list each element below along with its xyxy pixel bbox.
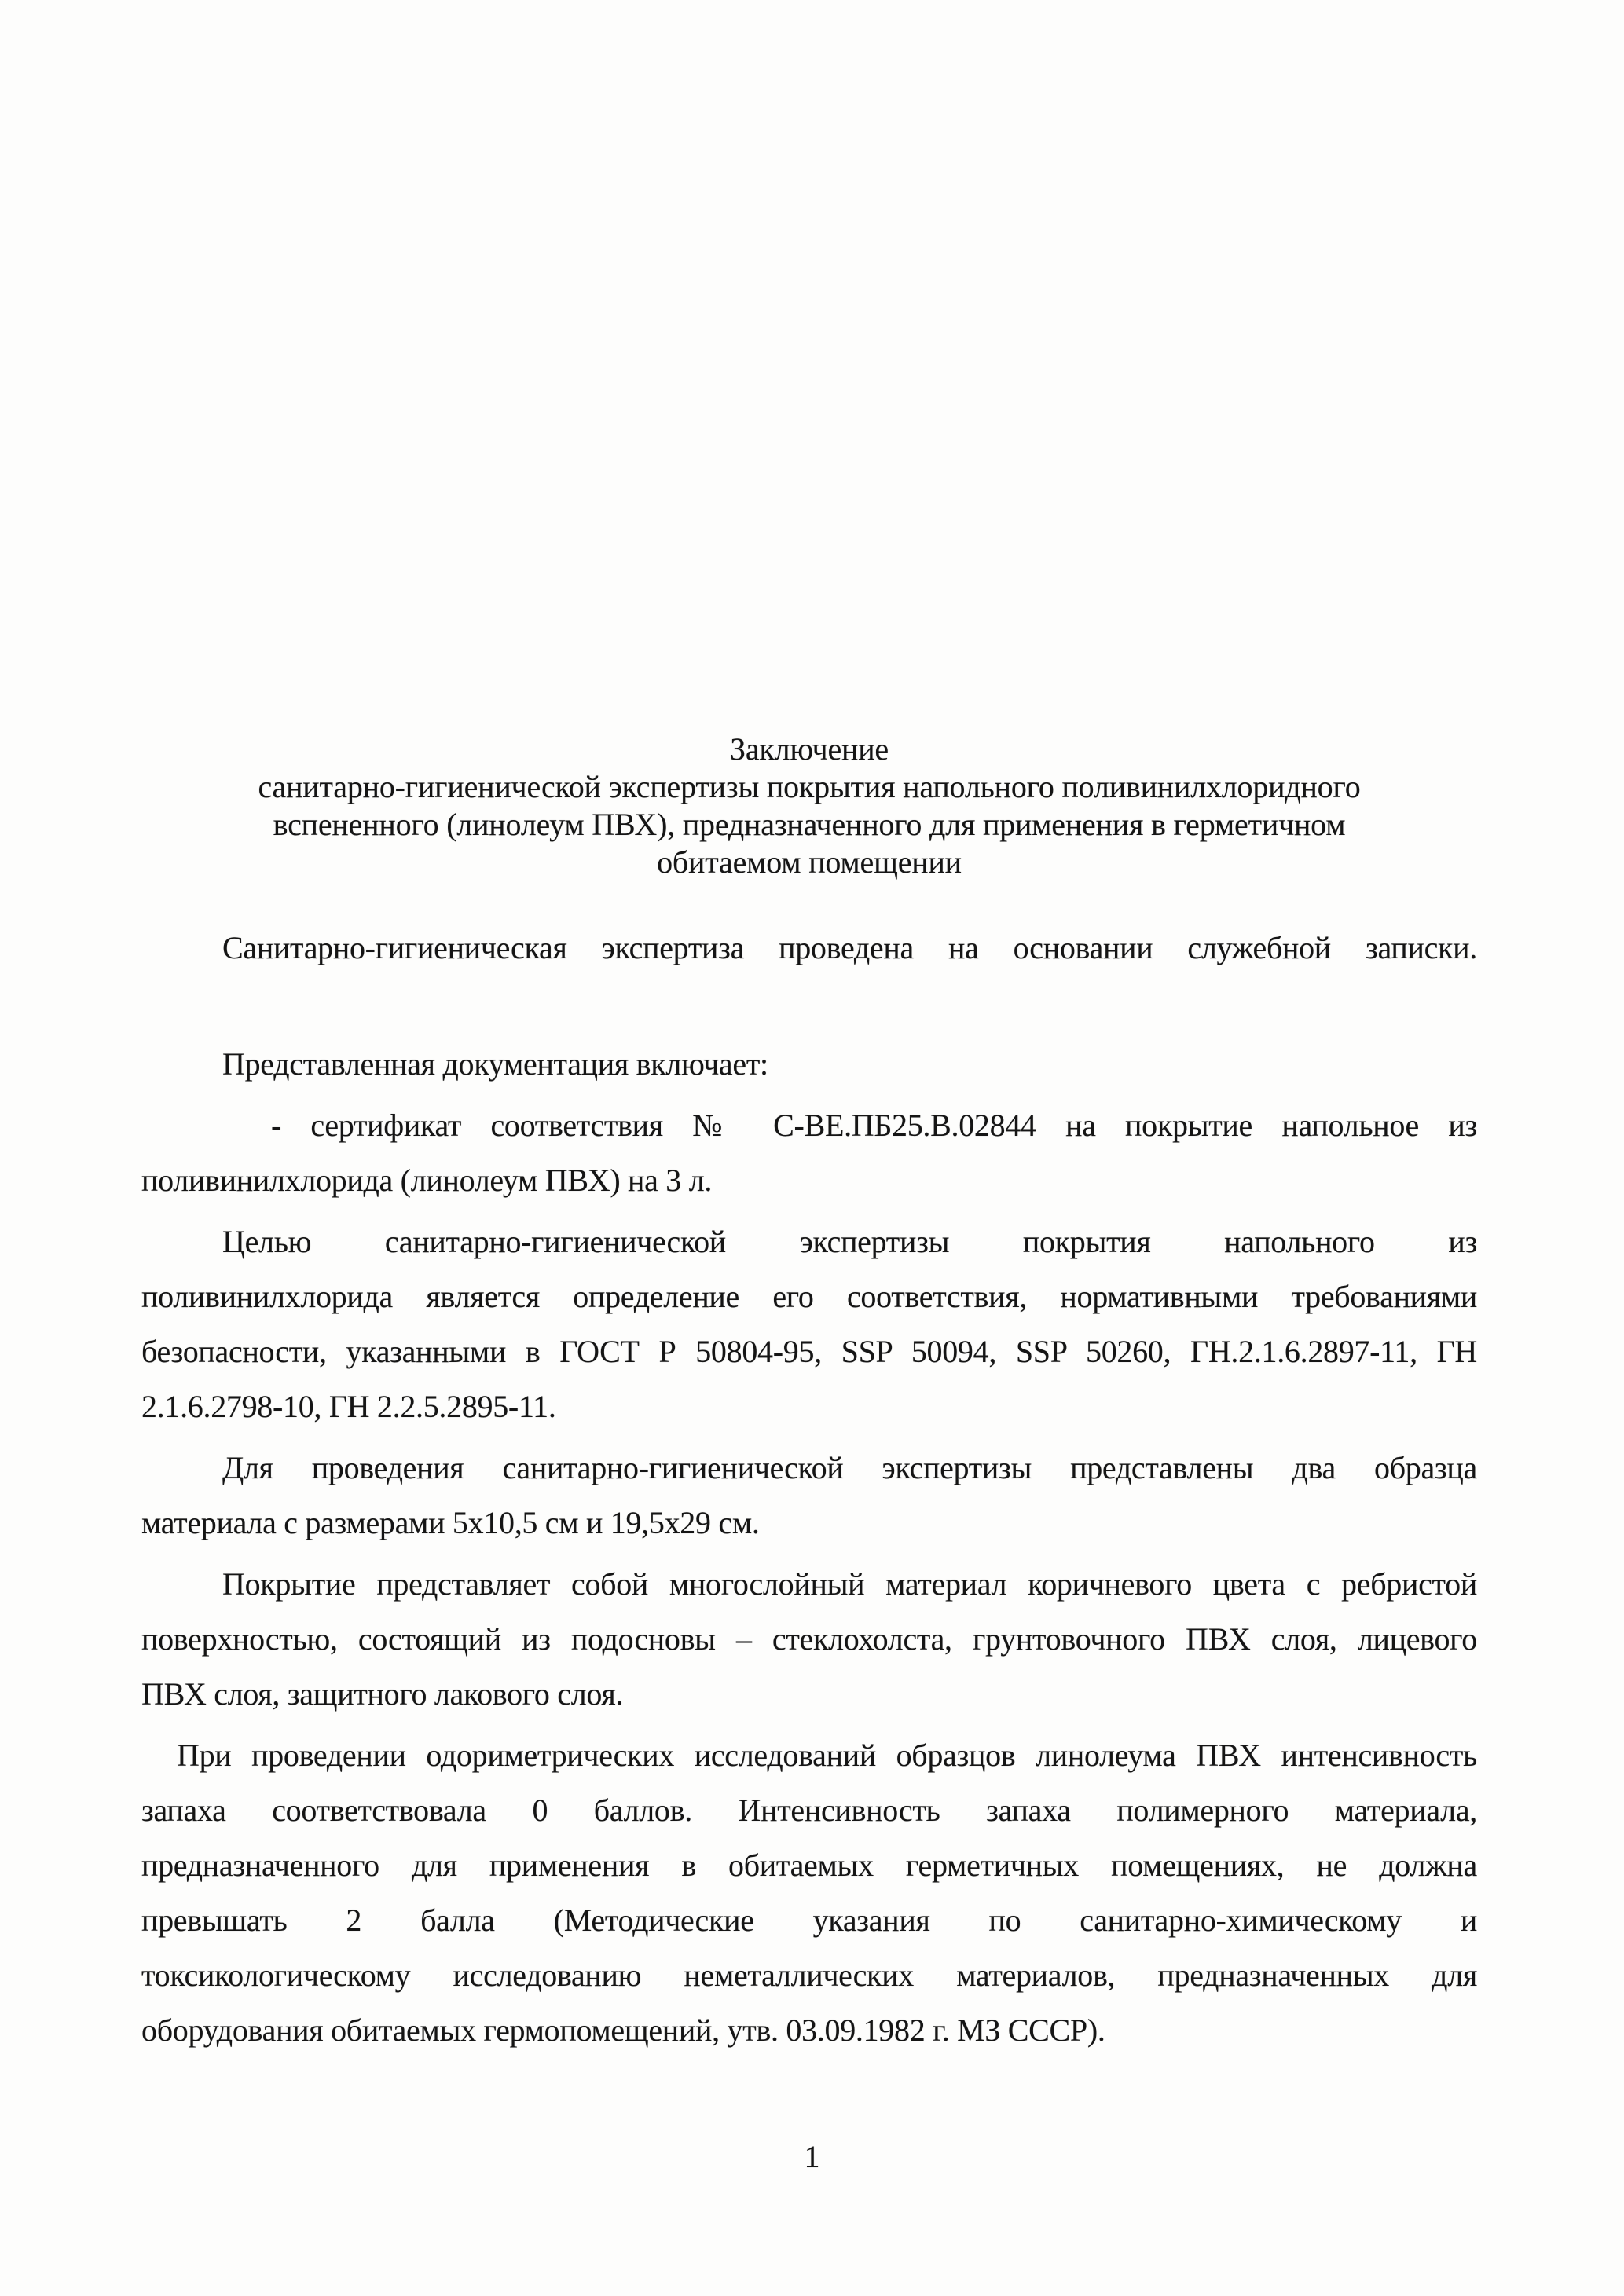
text-line: оборудования обитаемых гермопомещений, утв. 03.09.1982 г. МЗ СССР). [141,2012,1105,2048]
title-line: Заключение [730,731,889,767]
text-line: Для проведения санитарно-гигиенической экспертизы представлены два образца [222,1450,1477,1485]
text-line: Покрытие представляет собой многослойный материал коричневого цвета с ребристой [222,1566,1477,1602]
text-line: Санитарно-гигиеническая экспертиза проведена на основании служебной записки. [222,930,1477,965]
title-line: вспененного (линолеум ПВХ), предназначенного для применения в герметичном [273,807,1346,842]
text-line: - сертификат соответствия № С-ВЕ.ПБ25.В.02844 на покрытие напольное из [271,1108,1477,1143]
text-line: запаха соответствовала 0 баллов. Интенсивность запаха полимерного материала, [141,1792,1477,1828]
paragraph [141,1214,1477,1434]
document-content [141,731,1477,2064]
text-line: Целью санитарно-гигиенической экспертизы покрытия напольного из [222,1224,1477,1259]
text-line: безопасности, указанными в ГОСТ Р 50804-95, SSP 50094, SSP 50260, ГН.2.1.6.2897-11, ГН [141,1334,1477,1369]
page-number: 1 [804,2139,820,2174]
paragraph [141,1037,1477,1092]
text-line: материала с размерами 5х10,5 см и 19,5х29 см. [141,1505,760,1540]
title-line: обитаемом помещении [657,844,962,880]
text-line: 2.1.6.2798-10, ГН 2.2.5.2895-11. [141,1389,556,1424]
title-line: санитарно-гигиенической экспертизы покрытия напольного поливинилхлоридного [258,769,1361,804]
paragraph [141,1557,1477,1722]
text-line: превышать 2 балла (Методические указания по санитарно-химическому и [141,1902,1477,1938]
text-line: токсикологическому исследованию неметаллических материалов, предназначенных для [141,1957,1477,1993]
text-line: При проведении одориметрических исследований образцов линолеума ПВХ интенсивность [177,1738,1477,1773]
text-line: поливинилхлорида является определение его соответствия, нормативными требованиями [141,1279,1477,1314]
paragraph [141,921,1477,976]
text-line: предназначенного для применения в обитаемых герметичных помещениях, не должна [141,1847,1477,1883]
paragraph [141,1728,1477,2058]
text-line: поливинилхлорида (линолеум ПВХ) на 3 л. [141,1163,713,1198]
paragraph [141,1441,1477,1551]
document-title [141,731,1477,881]
document-body [141,921,1477,2058]
text-line: ПВХ слоя, защитного лакового слоя. [141,1676,624,1712]
text-line: Представленная документация включает: [222,1046,768,1082]
text-line: поверхностью, состоящий из подосновы – стеклохолста, грунтовочного ПВХ слоя, лицевого [141,1621,1477,1657]
paragraph [141,1098,1477,1208]
